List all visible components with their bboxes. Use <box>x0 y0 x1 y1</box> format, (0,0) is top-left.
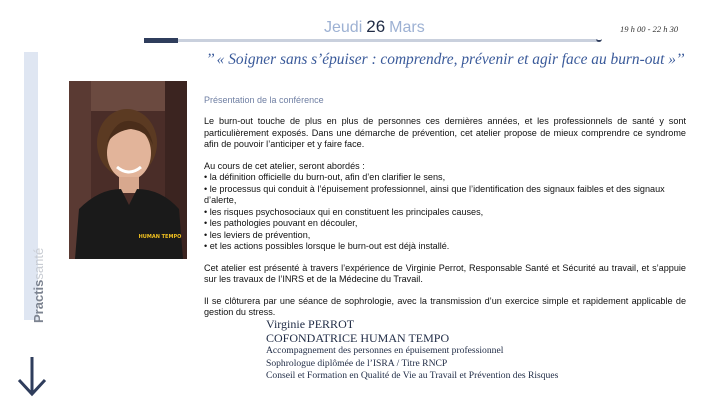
event-date <box>324 17 425 37</box>
speaker-role: COFONDATRICE HUMAN TEMPO <box>266 331 450 345</box>
header-rule-end <box>596 36 602 42</box>
brand-logo <box>31 248 46 323</box>
topics-heading: Au cours de cet atelier, seront abordés : <box>204 160 365 171</box>
section-subtitle: Présentation de la conférence <box>204 95 324 105</box>
list-item: • la définition officielle du burn-out, afin d’en clarifier le sens, <box>204 172 446 182</box>
list-item: • les pathologies pouvant en découler, <box>204 218 358 228</box>
topics-list <box>204 161 686 253</box>
list-item: • les risques psychosociaux qui en constituent les principales causes, <box>204 206 484 217</box>
closing-paragraph: Il se clôturera par une séance de sophrologie, avec la transmission d’un exercice simple et rapidement applicable de gestion du stress. <box>204 295 686 317</box>
intro-paragraph: Le burn-out touche de plus en plus de personnes ces dernières années, et les professionnels de santé y sont particulièrement exposés. Dans une démarche de prévention, cet atelier propose de mieux comprendre ce syndrome afin de pouvoir l’anticiper et y faire face. <box>204 116 686 149</box>
list-item: • et les actions possibles lorsque le burn-out est déjà installé. <box>204 241 450 251</box>
speaker-name: Virginie PERROT <box>266 317 355 331</box>
speaker-block <box>266 317 558 383</box>
speaker-line: Accompagnement des personnes en épuisement professionnel <box>266 345 504 356</box>
brand-part1: Practis <box>31 279 46 323</box>
presenter-paragraph: Cet atelier est présenté à travers l’expérience de Virginie Perrot, Responsable Santé et Sécurité au travail, et s’appuie sur les travaux de l’INRS et de la Médecine du Travail. <box>204 262 686 284</box>
header-rule <box>144 39 598 42</box>
page-title: ’’ « Soigner sans s’épuiser : comprendre, prévenir et agir face au burn-out »’’ <box>206 51 685 68</box>
date-weekday: Jeudi <box>324 19 363 36</box>
description <box>204 116 686 329</box>
date-day: 26 <box>366 17 386 36</box>
list-item: • le processus qui conduit à l’épuisement professionnel, ainsi que l’identification des signaux faibles et des signaux d’alerte, <box>204 183 665 205</box>
date-month: Mars <box>389 19 425 36</box>
speaker-photo <box>69 81 187 259</box>
header-rule-accent <box>144 38 178 43</box>
shirt-logo: HUMAN TEMPO <box>138 234 182 240</box>
event-hours: 19 h 00 - 22 h 30 <box>620 24 679 34</box>
list-item: • les leviers de prévention, <box>204 229 311 240</box>
brand-part2: santé <box>31 247 46 280</box>
speaker-line: Conseil et Formation en Qualité de Vie au Travail et Prévention des Risques <box>266 370 559 381</box>
speaker-line: Sophrologue diplômée de l’ISRA / Titre RNCP <box>266 357 448 369</box>
arrow-down-icon[interactable] <box>16 355 48 399</box>
